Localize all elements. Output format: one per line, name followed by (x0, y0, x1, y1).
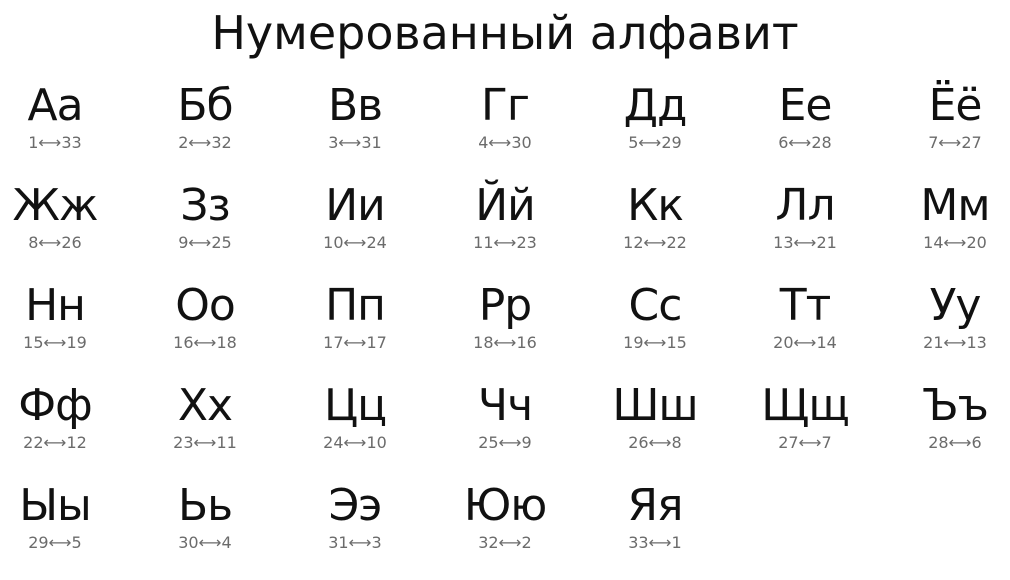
letter-glyph: Ее (778, 80, 832, 131)
letter-glyph: Цц (323, 380, 387, 431)
letter-numbers: 9⟷25 (178, 233, 232, 252)
letter-cell (155, 480, 255, 580)
letter-cell (455, 380, 555, 480)
letter-glyph: Ёё (928, 80, 982, 131)
letter-cell (155, 280, 255, 380)
letter-glyph: Кк (627, 180, 683, 231)
letter-cell (605, 380, 705, 480)
letter-cell (455, 80, 555, 180)
letter-cell (905, 280, 1005, 380)
letter-cell (905, 80, 1005, 180)
letter-glyph: Аа (27, 80, 83, 131)
letter-glyph: Щщ (761, 380, 849, 431)
letter-cell (605, 180, 705, 280)
letter-cell (305, 180, 405, 280)
letter-glyph: Пп (325, 280, 385, 331)
letter-numbers: 30⟷4 (178, 533, 232, 552)
letter-numbers: 14⟷20 (923, 233, 987, 252)
letter-numbers: 29⟷5 (28, 533, 82, 552)
letter-numbers: 12⟷22 (623, 233, 687, 252)
letter-cell (5, 80, 105, 180)
letter-cell (755, 180, 855, 280)
letter-glyph: Вв (327, 80, 383, 131)
letter-numbers: 17⟷17 (323, 333, 387, 352)
letter-glyph: Сс (628, 280, 682, 331)
letter-glyph: Ии (325, 180, 385, 231)
letter-cell (155, 380, 255, 480)
letter-cell (5, 280, 105, 380)
letter-cell (305, 80, 405, 180)
letter-glyph: Ъъ (922, 380, 988, 431)
letter-cell (905, 380, 1005, 480)
letter-cell (605, 280, 705, 380)
letter-numbers: 32⟷2 (478, 533, 532, 552)
letter-numbers: 27⟷7 (778, 433, 832, 452)
letter-numbers: 31⟷3 (328, 533, 382, 552)
letter-cell (305, 280, 405, 380)
letter-numbers: 19⟷15 (623, 333, 687, 352)
letter-glyph: Оо (175, 280, 235, 331)
letter-cell (155, 180, 255, 280)
letter-cell (5, 480, 105, 580)
letter-glyph: Фф (18, 380, 92, 431)
letter-cell (5, 180, 105, 280)
letter-numbers: 11⟷23 (473, 233, 537, 252)
letter-glyph: Ыы (19, 480, 91, 531)
letter-cell (755, 380, 855, 480)
letter-numbers: 4⟷30 (478, 133, 532, 152)
letter-cell (605, 480, 705, 580)
letter-cell (455, 280, 555, 380)
letter-numbers: 8⟷26 (28, 233, 82, 252)
letter-cell (455, 480, 555, 580)
letter-glyph: Дд (623, 80, 687, 131)
letter-numbers: 33⟷1 (628, 533, 682, 552)
letter-cell (305, 480, 405, 580)
letter-numbers: 28⟷6 (928, 433, 982, 452)
letter-glyph: Ээ (328, 480, 382, 531)
letter-numbers: 1⟷33 (28, 133, 82, 152)
letter-glyph: Рр (478, 280, 532, 331)
letter-cell (905, 180, 1005, 280)
letter-cell (455, 180, 555, 280)
letter-numbers: 3⟷31 (328, 133, 382, 152)
letter-glyph: Шш (612, 380, 698, 431)
letter-glyph: Яя (627, 480, 683, 531)
letter-glyph: Жж (12, 180, 98, 231)
letter-cell (755, 80, 855, 180)
letter-numbers: 16⟷18 (173, 333, 237, 352)
letter-glyph: Чч (477, 380, 533, 431)
letter-numbers: 7⟷27 (928, 133, 982, 152)
letter-glyph: Зз (180, 180, 230, 231)
letter-glyph: Тт (779, 280, 831, 331)
letter-numbers: 23⟷11 (173, 433, 237, 452)
letter-cell (755, 280, 855, 380)
letter-glyph: Мм (920, 180, 990, 231)
letter-cell (155, 80, 255, 180)
letter-cell (305, 380, 405, 480)
letter-numbers: 5⟷29 (628, 133, 682, 152)
letter-cell (605, 80, 705, 180)
letter-glyph: Гг (481, 80, 529, 131)
letter-glyph: Бб (177, 80, 233, 131)
letter-numbers: 26⟷8 (628, 433, 682, 452)
letter-numbers: 21⟷13 (923, 333, 987, 352)
letter-glyph: Хх (177, 380, 233, 431)
letter-numbers: 2⟷32 (178, 133, 232, 152)
letter-numbers: 24⟷10 (323, 433, 387, 452)
page-title: Нумерованный алфавит (211, 6, 799, 60)
letter-glyph: Лл (775, 180, 835, 231)
letter-numbers: 20⟷14 (773, 333, 837, 352)
letter-glyph: Уу (929, 280, 981, 331)
letter-numbers: 13⟷21 (773, 233, 837, 252)
alphabet-grid (5, 80, 1005, 580)
letter-cell (5, 380, 105, 480)
letter-glyph: Ьь (177, 480, 233, 531)
letter-numbers: 25⟷9 (478, 433, 532, 452)
letter-glyph: Юю (463, 480, 547, 531)
letter-numbers: 6⟷28 (778, 133, 832, 152)
letter-numbers: 22⟷12 (23, 433, 87, 452)
letter-glyph: Йй (475, 180, 535, 231)
letter-glyph: Нн (25, 280, 85, 331)
letter-numbers: 10⟷24 (323, 233, 387, 252)
letter-numbers: 18⟷16 (473, 333, 537, 352)
letter-numbers: 15⟷19 (23, 333, 87, 352)
